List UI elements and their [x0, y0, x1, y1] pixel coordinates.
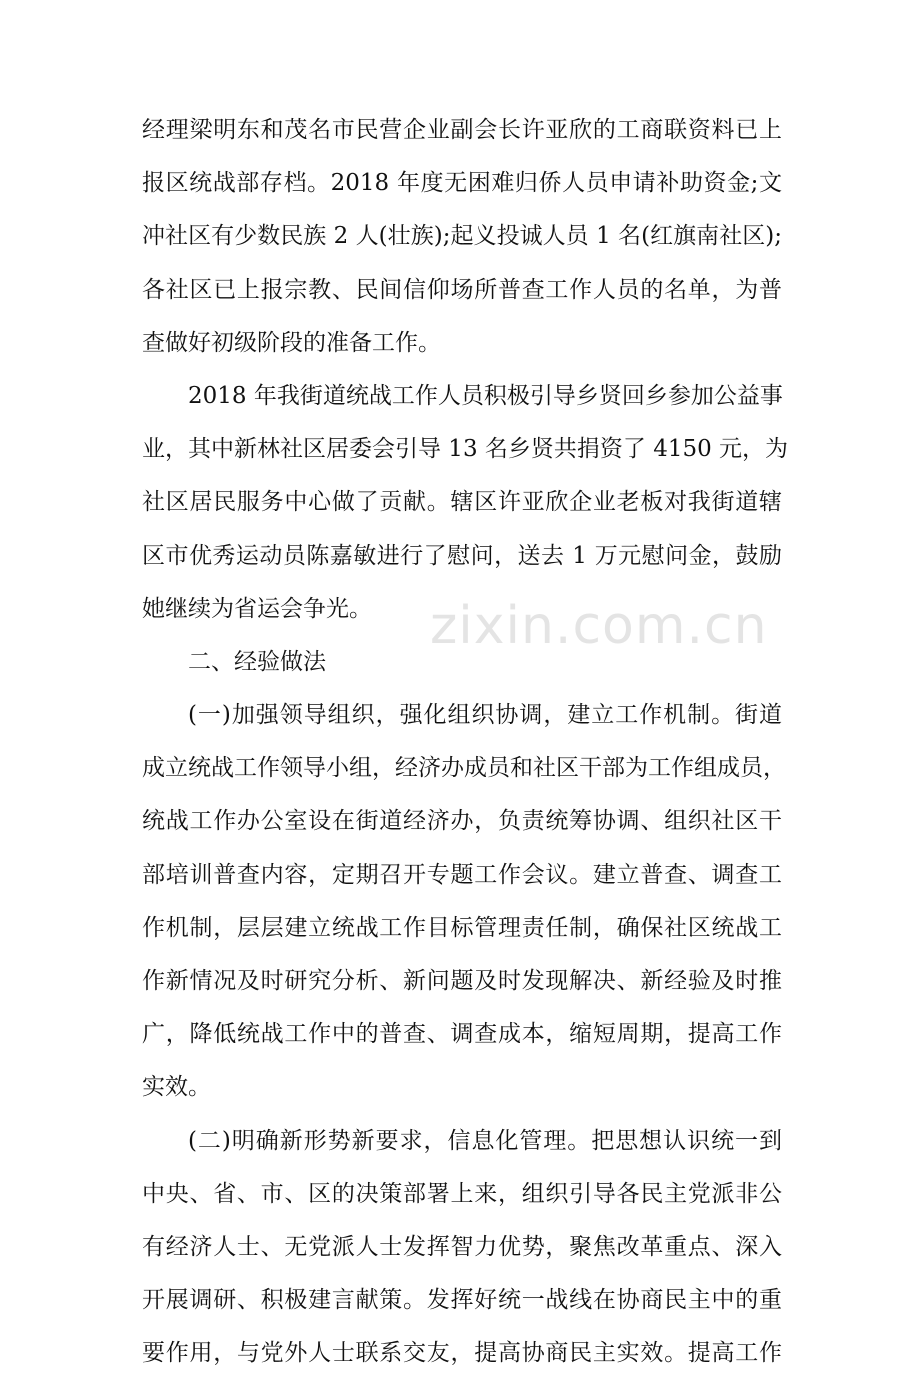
watermark: zixin.com.cn — [430, 596, 768, 656]
text-line: (二)明确新形势新要求，信息化管理。把思想认识统一到 — [188, 1127, 782, 1154]
text-line: 作新情况及时研究分析、新问题及时发现解决、新经验及时推 — [142, 968, 782, 994]
text-line: 开展调研、积极建言献策。发挥好统一战线在协商民主中的重 — [142, 1287, 782, 1314]
text-line: 各社区已上报宗教、民间信仰场所普查工作人员的名单，为普 — [142, 276, 782, 303]
text-line: 冲社区有少数民族 2 人(壮族);起义投诚人员 1 名(红旗南社区); — [142, 223, 782, 250]
text-line: 中央、省、市、区的决策部署上来，组织引导各民主党派非公 — [142, 1180, 782, 1207]
section-heading — [142, 636, 782, 689]
text-line: 查做好初级阶段的准备工作。 — [142, 329, 441, 356]
paragraph-3 — [142, 689, 786, 1115]
text-line: 实效。 — [142, 1074, 211, 1101]
text-line: (一)加强领导组织，强化组织协调，建立工作机制。街道 — [188, 702, 782, 729]
text-line: 作机制，层层建立统战工作目标管理责任制，确保社区统战工 — [142, 914, 782, 941]
text-line: 成立统战工作领导小组，经济办成员和社区干部为工作组成员， — [142, 755, 786, 782]
text-line: 报区统战部存档。2018 年度无困难归侨人员申请补助资金;文 — [142, 170, 782, 197]
paragraph-1 — [142, 104, 782, 370]
text-line: 统战工作办公室设在街道经济办，负责统筹协调、组织社区干 — [142, 808, 782, 835]
text-line: 2018 年我街道统战工作人员积极引导乡贤回乡参加公益事 — [188, 382, 783, 409]
text-line: 社区居民服务中心做了贡献。辖区许亚欣企业老板对我街道辖 — [142, 489, 782, 516]
text-line: 有经济人士、无党派人士发挥智力优势，聚焦改革重点、深入 — [142, 1233, 782, 1260]
paragraph-2 — [142, 370, 789, 636]
text-line: 广，降低统战工作中的普查、调查成本，缩短周期，提高工作 — [142, 1021, 782, 1048]
text-line: 业，其中新林社区居委会引导 13 名乡贤共捐资了 4150 元，为 — [142, 436, 789, 463]
text-line: 要作用，与党外人士联系交友，提高协商民主实效。提高工作 — [142, 1340, 782, 1367]
text-line: 经理梁明东和茂名市民营企业副会长许亚欣的工商联资料已上 — [142, 117, 782, 143]
heading-text: 二、经验做法 — [188, 648, 326, 675]
body-text — [142, 104, 789, 1381]
text-line: 区市优秀运动员陈嘉敏进行了慰问，送去 1 万元慰问金，鼓励 — [142, 542, 782, 569]
text-line: 部培训普查内容，定期召开专题工作会议。建立普查、调查工 — [142, 861, 782, 888]
text-line: 她继续为省运会争光。 — [142, 595, 372, 622]
paragraph-4 — [142, 1115, 782, 1381]
